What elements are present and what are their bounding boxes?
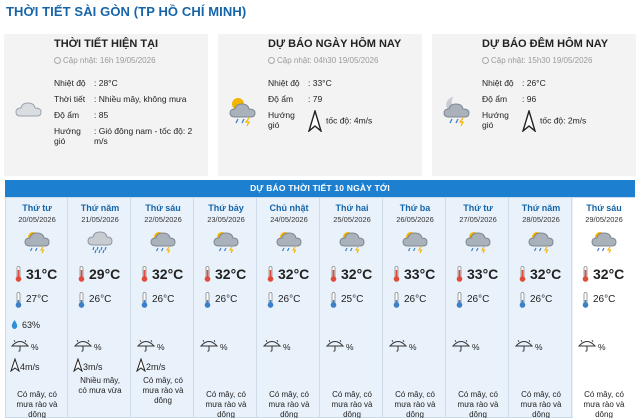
table-row: Độ ẩm : 96 xyxy=(482,94,537,104)
sun-cloud-rain-icon xyxy=(527,228,555,254)
thermometer-hot-icon xyxy=(78,266,85,282)
umbrella-icon xyxy=(578,340,596,352)
forecast-day xyxy=(510,198,572,418)
min-temperature: 26°C xyxy=(593,294,616,305)
day-date: 23/05/2026 xyxy=(207,215,245,224)
card-title: DỰ BÁO NGÀY HÔM NAY xyxy=(268,38,402,50)
table-row: Độ ẩm : 85 xyxy=(54,110,109,120)
table-row: Nhiệt độ : 28°C xyxy=(54,78,118,88)
forecast-header: DỰ BÁO THỜI TIẾT 10 NGÀY TỚI xyxy=(5,180,635,197)
card-today-forecast xyxy=(218,34,422,176)
tonight-forecast-table xyxy=(482,78,630,138)
forecast-day xyxy=(69,198,131,418)
weather-description: Có mây, có mưa rào và dông xyxy=(457,390,499,418)
thermometer-hot-icon xyxy=(141,266,148,282)
forecast-day xyxy=(132,198,194,418)
wind-direction-icon xyxy=(10,358,20,372)
day-name: Thứ hai xyxy=(335,203,369,213)
rain-chance: % xyxy=(263,340,291,352)
day-name: Thứ bảy xyxy=(208,203,244,213)
day-date: 25/05/2026 xyxy=(333,215,371,224)
min-temperature: 26°C xyxy=(530,294,553,305)
thermometer-hot-icon xyxy=(204,266,211,282)
umbrella-icon xyxy=(389,340,407,352)
thermometer-cold-icon xyxy=(330,292,337,308)
rain-chance: % xyxy=(452,340,480,352)
current-weather-table xyxy=(54,78,202,152)
day-date: 28/05/2026 xyxy=(522,215,560,224)
max-temperature: 33°C xyxy=(404,266,436,282)
wind-direction-icon xyxy=(136,358,146,372)
update-time: Cập nhật: 15h30 19/05/2026 xyxy=(482,56,592,65)
max-temperature: 32°C xyxy=(278,266,310,282)
weather-description: Có mây, có mưa rào và dông xyxy=(520,390,562,418)
max-temperature: 31°C xyxy=(26,266,58,282)
day-name: Thứ năm xyxy=(80,203,120,213)
clock-icon xyxy=(482,57,489,64)
wind-direction-icon xyxy=(308,110,322,132)
sun-cloud-rain-icon xyxy=(401,228,429,254)
thermometer-hot-icon xyxy=(456,266,463,282)
cloud-icon xyxy=(12,92,46,126)
forecast-day xyxy=(321,198,383,418)
min-temperature: 26°C xyxy=(467,294,490,305)
weather-description: Có mây, có mưa rào và dông xyxy=(205,390,247,418)
thermometer-cold-icon xyxy=(456,292,463,308)
max-temperature: 32°C xyxy=(215,266,247,282)
sun-cloud-rain-icon xyxy=(23,228,51,254)
max-temperature: 32°C xyxy=(152,266,184,282)
clock-icon xyxy=(268,57,275,64)
table-row: Thời tiết : Nhiều mây, không mưa xyxy=(54,94,187,104)
rain-chance: % xyxy=(326,340,354,352)
max-temperature: 32°C xyxy=(341,266,373,282)
forecast-day xyxy=(6,198,68,418)
rain-chance: % xyxy=(200,340,228,352)
page-title: THỜI TIẾT SÀI GÒN (TP HỒ CHÍ MINH) xyxy=(6,4,247,19)
thermometer-hot-icon xyxy=(582,266,589,282)
day-name: Thứ tư xyxy=(463,203,493,213)
table-row: Nhiệt độ : 26°C xyxy=(482,78,546,88)
max-temperature: 32°C xyxy=(593,266,625,282)
weather-description: Có mây, có mưa rào và dông xyxy=(16,390,58,418)
sun-cloud-rain-icon xyxy=(338,228,366,254)
thermometer-cold-icon xyxy=(15,292,22,308)
rain-chance: % xyxy=(515,340,543,352)
weather-description: Có mây, có mưa rào và dông xyxy=(142,376,184,405)
table-row: Nhiệt độ : 33°C xyxy=(268,78,332,88)
max-temperature: 29°C xyxy=(89,266,121,282)
day-name: Thứ năm xyxy=(521,203,561,213)
ten-day-forecast xyxy=(5,180,635,418)
umbrella-icon xyxy=(515,340,533,352)
update-time: Cập nhật: 16h 19/05/2026 xyxy=(54,56,156,65)
weather-description: Có mây, có mưa rào và dông xyxy=(394,390,436,418)
day-date: 27/05/2026 xyxy=(459,215,497,224)
humidity: 63% xyxy=(11,320,40,330)
rain-chance: % xyxy=(74,340,102,352)
current-weather-cards xyxy=(4,34,636,176)
min-temperature: 26°C xyxy=(404,294,427,305)
thermometer-hot-icon xyxy=(519,266,526,282)
table-row: Hướng gió : Gió đông nam - tốc độ: 2 m/s xyxy=(54,126,193,146)
card-title: THỜI TIẾT HIỆN TẠI xyxy=(54,38,159,50)
thermometer-hot-icon xyxy=(330,266,337,282)
rain-chance: % xyxy=(578,340,606,352)
today-forecast-table xyxy=(268,78,416,138)
sun-cloud-rain-icon xyxy=(275,228,303,254)
forecast-days xyxy=(5,197,635,418)
thermometer-cold-icon xyxy=(519,292,526,308)
day-name: Thứ sáu xyxy=(586,203,622,213)
wind: 3m/s xyxy=(73,358,103,372)
sun-cloud-rain-icon xyxy=(590,228,618,254)
table-row: Hướng gió tốc độ: 4m/s xyxy=(268,110,373,130)
forecast-day xyxy=(573,198,635,418)
umbrella-icon xyxy=(11,340,29,352)
wind-speed: tốc độ: 2m/s xyxy=(540,115,587,126)
umbrella-icon xyxy=(137,340,155,352)
card-tonight-forecast xyxy=(432,34,636,176)
day-date: 20/05/2026 xyxy=(18,215,56,224)
day-name: Thứ ba xyxy=(399,203,431,213)
forecast-day xyxy=(447,198,509,418)
day-name: Thứ sáu xyxy=(145,203,181,213)
day-name: Chủ nhật xyxy=(269,203,309,213)
umbrella-icon xyxy=(263,340,281,352)
wind-speed: tốc độ: 4m/s xyxy=(326,115,373,126)
min-temperature: 26°C xyxy=(278,294,301,305)
wind: 2m/s xyxy=(136,358,166,372)
thermometer-cold-icon xyxy=(78,292,85,308)
day-date: 26/05/2026 xyxy=(396,215,434,224)
table-row: Độ ẩm : 79 xyxy=(268,94,323,104)
water-drop-icon xyxy=(11,320,18,329)
wind-direction-icon xyxy=(73,358,83,372)
clock-icon xyxy=(54,57,61,64)
thermometer-hot-icon xyxy=(393,266,400,282)
day-date: 24/05/2026 xyxy=(270,215,308,224)
card-current-weather xyxy=(4,34,208,176)
min-temperature: 25°C xyxy=(341,294,364,305)
forecast-day xyxy=(258,198,320,418)
day-name: Thứ tư xyxy=(22,203,52,213)
rain-chance: % xyxy=(137,340,165,352)
thermometer-hot-icon xyxy=(267,266,274,282)
weather-description: Có mây, có mưa rào và dông xyxy=(583,390,625,418)
umbrella-icon xyxy=(452,340,470,352)
thermometer-hot-icon xyxy=(15,266,22,282)
max-temperature: 32°C xyxy=(530,266,562,282)
sun-cloud-rain-icon xyxy=(464,228,492,254)
min-temperature: 26°C xyxy=(215,294,238,305)
weather-description: Có mây, có mưa rào và dông xyxy=(268,390,310,418)
forecast-day xyxy=(384,198,446,418)
weather-description: Có mây, có mưa rào và dông xyxy=(331,390,373,418)
day-date: 29/05/2026 xyxy=(585,215,623,224)
rain-chance: % xyxy=(11,340,39,352)
umbrella-icon xyxy=(200,340,218,352)
wind-direction-icon xyxy=(522,110,536,132)
sun-cloud-rain-icon xyxy=(212,228,240,254)
thermometer-cold-icon xyxy=(204,292,211,308)
min-temperature: 27°C xyxy=(26,294,49,305)
moon-cloud-rain-icon xyxy=(440,92,474,126)
max-temperature: 33°C xyxy=(467,266,499,282)
forecast-day xyxy=(195,198,257,418)
table-row: Hướng gió tốc độ: 2m/s xyxy=(482,110,587,130)
thermometer-cold-icon xyxy=(141,292,148,308)
umbrella-icon xyxy=(326,340,344,352)
card-title: DỰ BÁO ĐÊM HÔM NAY xyxy=(482,38,609,50)
weather-description: Nhiều mây, có mưa vừa xyxy=(78,376,122,395)
min-temperature: 26°C xyxy=(152,294,175,305)
cloud-rain-icon xyxy=(86,228,114,254)
day-date: 21/05/2026 xyxy=(81,215,119,224)
thermometer-cold-icon xyxy=(267,292,274,308)
thermometer-cold-icon xyxy=(393,292,400,308)
sun-cloud-rain-icon xyxy=(226,92,260,126)
umbrella-icon xyxy=(74,340,92,352)
wind: 4m/s xyxy=(10,358,40,372)
sun-cloud-rain-icon xyxy=(149,228,177,254)
rain-chance: % xyxy=(389,340,417,352)
update-time: Cập nhật: 04h30 19/05/2026 xyxy=(268,56,378,65)
min-temperature: 26°C xyxy=(89,294,112,305)
day-date: 22/05/2026 xyxy=(144,215,182,224)
thermometer-cold-icon xyxy=(582,292,589,308)
